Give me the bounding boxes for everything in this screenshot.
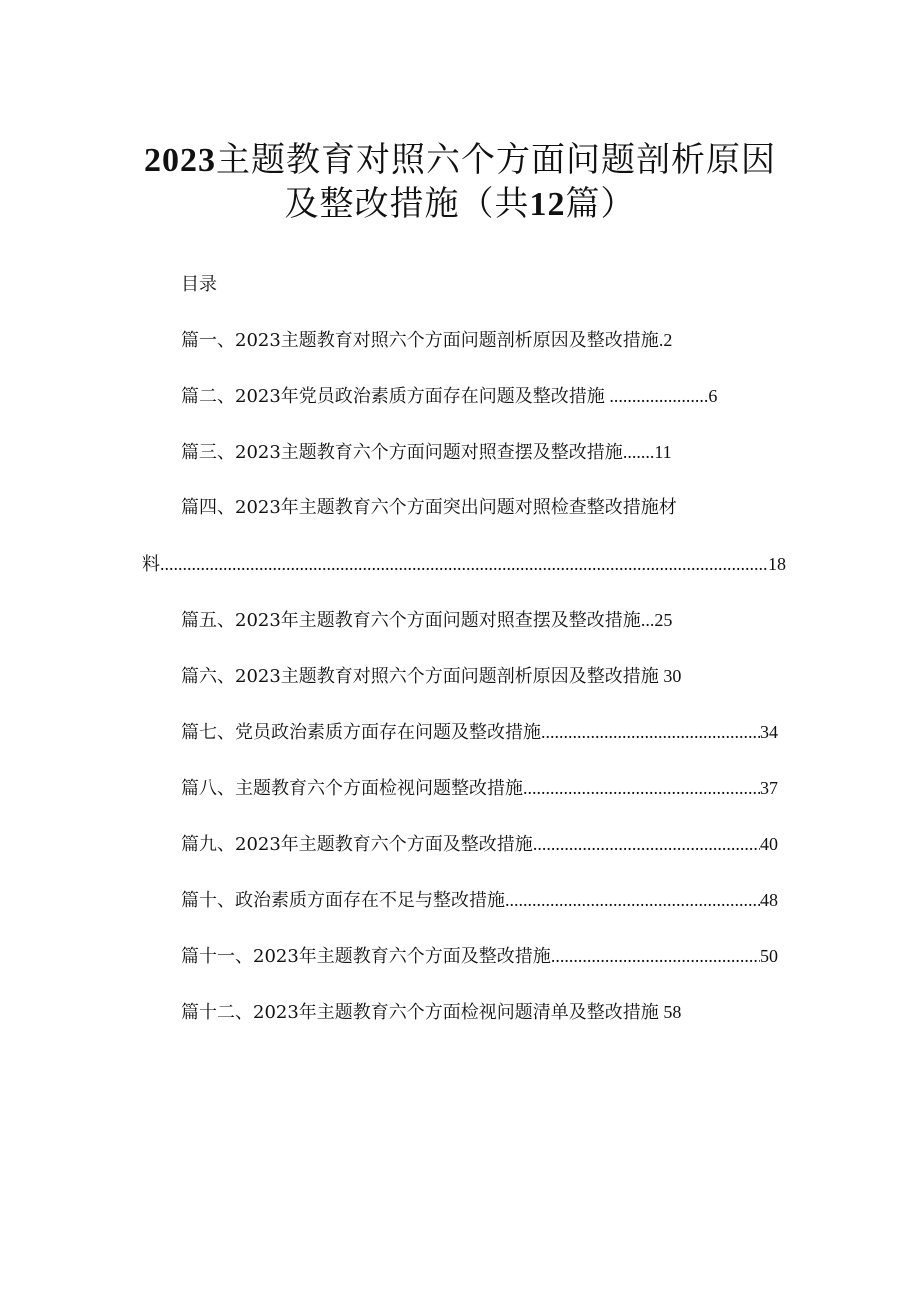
toc-entry-11[interactable] [181, 943, 778, 970]
toc-page-number: 18 [768, 554, 786, 574]
toc-entry-text: 篇五、2023年主题教育六个方面问题对照查摆及整改措施 [181, 610, 641, 631]
toc-page-number: 25 [654, 610, 673, 630]
toc-entry-text: 篇十、政治素质方面存在不足与整改措施 [181, 890, 505, 911]
title-count: 12 [529, 186, 566, 223]
toc-leader [533, 831, 760, 857]
toc-entry-text-continuation: 料 [142, 554, 160, 575]
toc-leader [551, 943, 760, 969]
toc-page-number: 30 [663, 666, 682, 686]
toc-entry-text: 篇十一、2023年主题教育六个方面及整改措施 [181, 946, 551, 967]
toc-leader [523, 775, 760, 801]
toc-entry-8[interactable] [181, 775, 778, 802]
toc-page-number: 50 [760, 946, 778, 966]
toc-entry-text: 篇八、主题教育六个方面检视问题整改措施 [181, 778, 523, 799]
toc-leader: ...................... [604, 386, 709, 406]
toc-entry-text: 篇一、2023主题教育对照六个方面问题剖析原因及整改措施 [181, 330, 659, 351]
toc-entry-6[interactable] [181, 663, 681, 690]
title-text: 主题教育对照六个方面问题剖析原因 [216, 140, 776, 180]
toc-page-number: 2 [663, 330, 673, 350]
toc-leader [505, 887, 760, 913]
toc-page-number: 58 [663, 1002, 682, 1022]
toc-page-number: 11 [654, 442, 672, 462]
title-year: 2023 [144, 142, 216, 179]
toc-page-number: 48 [760, 890, 778, 910]
toc-entry-text: 篇十二、2023年主题教育六个方面检视问题清单及整改措施 [181, 1002, 659, 1023]
toc-heading: 目录 [181, 274, 217, 295]
toc-entry-text: 篇九、2023年主题教育六个方面及整改措施 [181, 834, 533, 855]
document-title-line-2 [0, 182, 920, 227]
toc-leader: ....... [622, 442, 655, 462]
toc-entry-4-continuation[interactable] [142, 551, 786, 578]
toc-leader [541, 719, 760, 745]
toc-page-number: 37 [760, 778, 778, 798]
toc-entry-4[interactable] [181, 495, 677, 521]
toc-entry-7[interactable] [181, 719, 778, 746]
toc-entry-text: 篇二、2023年党员政治素质方面存在问题及整改措施 [181, 386, 605, 407]
toc-leader: . [658, 330, 664, 350]
document-title-line-1 [0, 138, 920, 183]
toc-entry-text: 篇三、2023主题教育六个方面问题对照查摆及整改措施 [181, 442, 623, 463]
toc-entry-12[interactable] [181, 999, 681, 1026]
toc-leader: ... [640, 610, 655, 630]
toc-entry-text: 篇七、党员政治素质方面存在问题及整改措施 [181, 722, 541, 743]
toc-page-number: 34 [760, 722, 778, 742]
title-line2-prefix: 及整改措施（共 [284, 184, 530, 224]
toc-entry-1[interactable] [181, 327, 672, 354]
toc-entry-9[interactable] [181, 831, 778, 858]
toc-entry-5[interactable] [181, 607, 672, 634]
toc-entry-text: 篇四、2023年主题教育六个方面突出问题对照检查整改措施材 [181, 497, 677, 518]
toc-page-number: 40 [760, 834, 778, 854]
title-line2-suffix: 篇） [565, 184, 636, 224]
toc-entry-10[interactable] [181, 887, 778, 914]
toc-entry-text: 篇六、2023主题教育对照六个方面问题剖析原因及整改措施 [181, 666, 659, 687]
toc-entry-3[interactable] [181, 439, 672, 466]
toc-entry-2[interactable] [181, 383, 717, 410]
toc-leader [160, 551, 768, 577]
toc-page-number: 6 [708, 386, 718, 406]
